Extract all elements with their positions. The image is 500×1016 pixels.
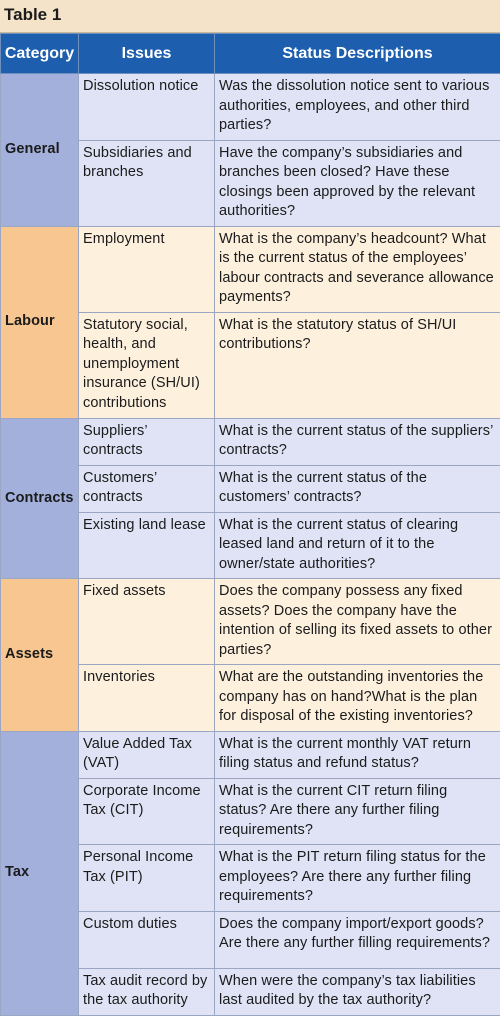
description-cell: What is the current status of the customers’ contracts?	[215, 465, 500, 512]
issue-cell: Custom duties	[79, 911, 215, 968]
table-row	[1, 731, 500, 778]
issue-cell: Corporate Income Tax (CIT)	[79, 778, 215, 845]
table-row	[1, 226, 500, 312]
description-cell: Was the dissolution notice sent to various authorities, employees, and other third parties?	[215, 74, 500, 141]
description-cell: When were the company’s tax liabilities last audited by the tax authority?	[215, 968, 500, 1015]
status-table	[0, 33, 500, 1016]
description-cell: What is the company’s headcount? What is the current status of the employees’ labour contracts and severance allowance payments?	[215, 226, 500, 312]
category-labour: Labour	[1, 226, 79, 418]
description-cell: Have the company’s subsidiaries and branches been closed? Have these closings been approved by the relevant authorities?	[215, 140, 500, 226]
issue-cell: Inventories	[79, 665, 215, 732]
category-general: General	[1, 74, 79, 227]
description-cell: What is the current monthly VAT return filing status and refund status?	[215, 731, 500, 778]
category-contracts: Contracts	[1, 418, 79, 579]
issue-cell: Suppliers’ contracts	[79, 418, 215, 465]
header-row	[1, 34, 500, 74]
header-category: Category	[1, 34, 79, 74]
description-cell: What is the statutory status of SH/UI contributions?	[215, 312, 500, 418]
description-cell: What are the outstanding inventories the company has on hand?What is the plan for disposal of the existing inventories?	[215, 665, 500, 732]
issue-cell: Value Added Tax (VAT)	[79, 731, 215, 778]
issue-cell: Fixed assets	[79, 579, 215, 665]
description-cell: Does the company import/export goods? Are there any further filling requirements?	[215, 911, 500, 968]
table-title: Table 1	[0, 0, 500, 33]
category-tax: Tax	[1, 731, 79, 1015]
description-cell: What is the current CIT return filing status? Are there any further filing requirements?	[215, 778, 500, 845]
description-cell: What is the current status of the suppliers’ contracts?	[215, 418, 500, 465]
table-row	[1, 418, 500, 465]
description-cell: What is the current status of clearing leased land and return of it to the owner/state authorities?	[215, 512, 500, 579]
issue-cell: Personal Income Tax (PIT)	[79, 845, 215, 912]
header-status-descriptions: Status Descriptions	[215, 34, 500, 74]
category-assets: Assets	[1, 579, 79, 732]
description-cell: What is the PIT return filing status for the employees? Are there any further filing requirements?	[215, 845, 500, 912]
issue-cell: Existing land lease	[79, 512, 215, 579]
description-cell: Does the company possess any fixed assets? Does the company have the intention of selling its fixed assets to other parties?	[215, 579, 500, 665]
table-row	[1, 74, 500, 141]
header-issues: Issues	[79, 34, 215, 74]
issue-cell: Customers’ contracts	[79, 465, 215, 512]
issue-cell: Statutory social, health, and unemployment insurance (SH/UI) contributions	[79, 312, 215, 418]
issue-cell: Tax audit record by the tax authority	[79, 968, 215, 1015]
table-row	[1, 579, 500, 665]
issue-cell: Dissolution notice	[79, 74, 215, 141]
issue-cell: Employment	[79, 226, 215, 312]
issue-cell: Subsidiaries and branches	[79, 140, 215, 226]
